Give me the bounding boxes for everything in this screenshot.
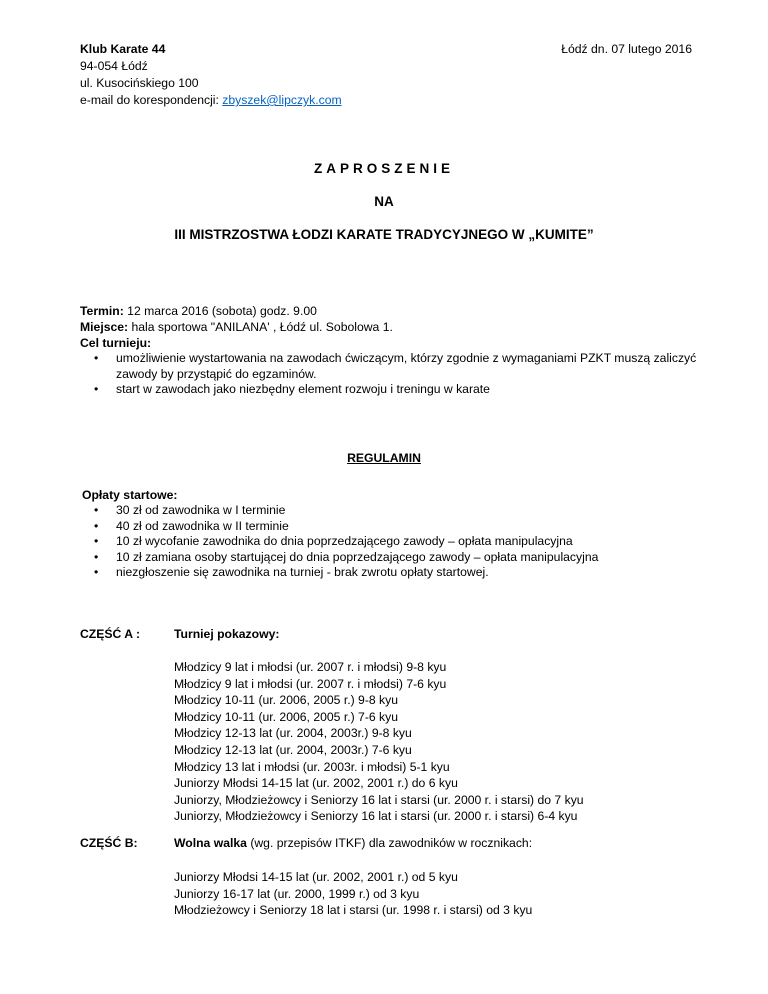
bullet-icon: • (94, 503, 99, 517)
document-date: Łódź dn. 07 lutego 2016 (561, 42, 692, 56)
part-b-title-line (174, 835, 532, 852)
list-item: • start w zawodach jako niezbędny element rozwoju i treningu w karate (94, 382, 490, 396)
list-item: • umożliwienie wystartowania na zawodach ćwiczącym, którzy zgodnie z wymaganiami PZKT muszą zaliczyć zawody by przystąpić do egzaminów. (94, 351, 697, 381)
place-value: hala sportowa "ANILANA' , Łódź ul. Sobolowa 1. (128, 320, 393, 334)
part-b-label: CZĘŚĆ B: (80, 836, 138, 850)
list-item: • niezgłoszenie się zawodnika na turniej - brak zwrotu opłaty startowej. (94, 565, 489, 579)
list-item: • 10 zł zamiana osoby startującej do dnia poprzedzającego zawody – opłata manipulacyjna (94, 549, 599, 564)
bullet-icon: • (94, 518, 99, 533)
goal-label: Cel turnieju: (80, 336, 152, 350)
org-name: Klub Karate 44 (80, 42, 166, 56)
bullet-icon: • (94, 351, 99, 365)
event-title: III MISTRZOSTWA ŁODZI KARATE TRADYCYJNEGO W „KUMITE” (174, 227, 594, 242)
goals-list (80, 351, 700, 398)
term-label: Termin: (80, 304, 124, 318)
term-line (80, 303, 317, 320)
invitation-title: ZAPROSZENIE (313, 161, 454, 176)
list-item: Juniorzy, Młodzieżowcy i Seniorzy 16 lat i starsi (ur. 2000 r. i starsi) 6-4 kyu (174, 809, 578, 824)
part-b-list (174, 869, 532, 919)
email-link[interactable]: zbyszek@lipczyk.com (222, 93, 342, 107)
list-item: Młodzicy 10-11 (ur. 2006, 2005 r.) 9-8 kyu (174, 693, 399, 708)
bullet-icon: • (94, 382, 99, 396)
list-item: Młodzicy 9 lat i młodsi (ur. 2007 r. i młodsi) 7-6 kyu (174, 676, 447, 691)
part-a-title: Turniej pokazowy: (174, 627, 280, 641)
list-item: Młodzicy 10-11 (ur. 2006, 2005 r.) 7-6 kyu (174, 709, 399, 724)
bullet-icon: • (94, 549, 99, 564)
bullet-icon: • (94, 565, 99, 579)
list-item: Juniorzy 16-17 lat (ur. 2000, 1999 r.) od 3 kyu (174, 886, 420, 901)
list-item: Młodzicy 12-13 lat (ur. 2004, 2003r.) 7-6 kyu (174, 742, 412, 757)
part-a-label: CZĘŚĆ A : (80, 627, 141, 641)
email-line (80, 92, 342, 109)
list-item: Juniorzy, Młodzieżowcy i Seniorzy 16 lat i starsi (ur. 2000 r. i starsi) do 7 kyu (174, 792, 584, 807)
bullet-icon: • (94, 534, 99, 548)
list-item: Juniorzy Młodsi 14-15 lat (ur. 2002, 2001 r.) do 6 kyu (174, 776, 458, 791)
list-item: • 30 zł od zawodnika w I terminie (94, 503, 286, 517)
place-line (80, 319, 393, 336)
list-item: Młodzicy 12-13 lat (ur. 2004, 2003r.) 9-8 kyu (174, 726, 412, 741)
term-value: 12 marca 2016 (sobota) godz. 9.00 (123, 304, 317, 318)
regulamin-title: REGULAMIN (347, 451, 421, 465)
part-a-list (174, 659, 584, 825)
na-title: NA (374, 194, 394, 209)
list-item: • 10 zł wycofanie zawodnika do dnia poprzedzającego zawody – opłata manipulacyjna (94, 534, 573, 548)
list-item: Juniorzy Młodsi 14-15 lat (ur. 2002, 2001 r.) od 5 kyu (174, 870, 458, 884)
part-b-title: Wolna walka (174, 836, 247, 850)
list-item: Młodzicy 13 lat i młodsi (ur. 2003r. i młodsi) 5-1 kyu (174, 759, 450, 774)
address-line1: 94-054 Łódź (80, 59, 148, 73)
email-label: e-mail do korespondencji: (80, 93, 223, 107)
part-b-title-rest: (wg. przepisów ITKF) dla zawodników w rocznikach: (246, 836, 533, 850)
fees-list (80, 503, 720, 581)
address-line2: ul. Kusocińskiego 100 (80, 76, 199, 90)
list-item: • 40 zł od zawodnika w II terminie (94, 518, 289, 533)
list-item: Młodzieżowcy i Seniorzy 18 lat i starsi (ur. 1998 r. i starsi) od 3 kyu (174, 903, 533, 918)
fees-label: Opłaty startowe: (82, 488, 178, 502)
list-item: Młodzicy 9 lat i młodsi (ur. 2007 r. i młodsi) 9-8 kyu (174, 660, 447, 674)
place-label: Miejsce: (80, 320, 129, 334)
